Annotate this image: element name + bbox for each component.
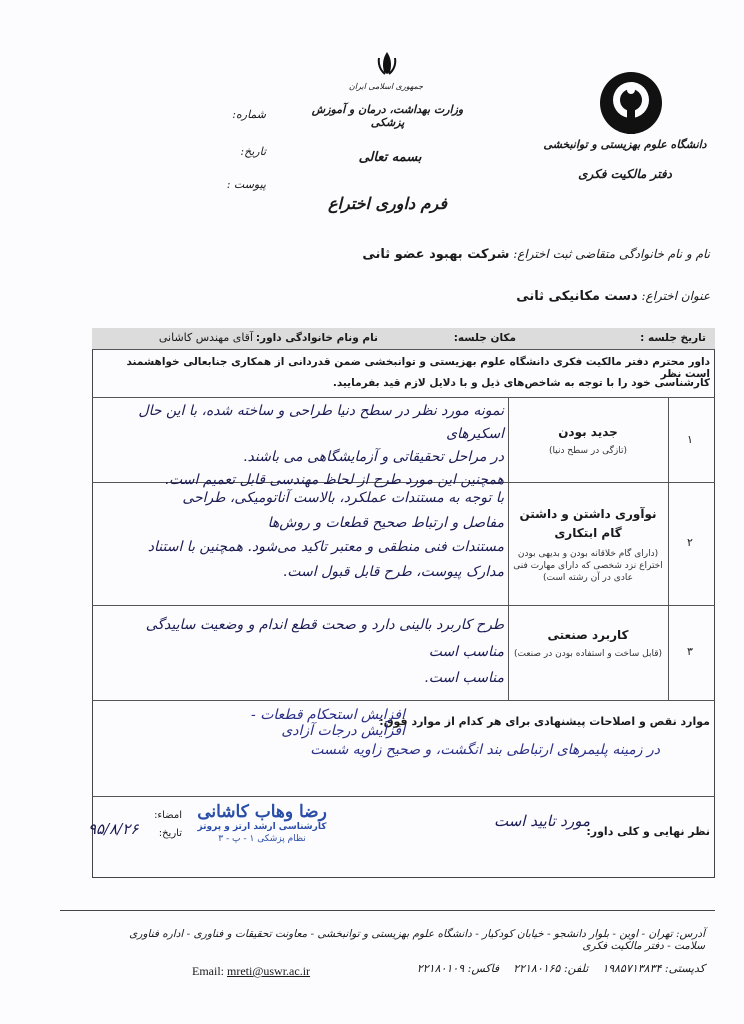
criterion-comment: [100, 612, 504, 692]
stamp-code-value: ۱ - پ - ۳: [218, 833, 255, 844]
intro-line-1: داور محترم دفتر مالکیت فکری دانشگاه علوم بهزیستی و توانبخشی ضمن قدردانی از همکاری جنابعالی خواهشمند است نظر: [126, 356, 710, 380]
signature-date-label: تاریخ:: [158, 828, 182, 839]
date-label: تاریخ:: [240, 145, 266, 158]
deficiency-label: موارد نقص و اصلاحات پیشنهادی برای هر کدام از موارد فوق:: [379, 715, 710, 728]
signature-block: [137, 807, 182, 843]
applicant-label: نام و نام خانوادگی متقاضی ثبت اختراع:: [513, 247, 710, 261]
divider: [92, 796, 715, 797]
criterion-desc: (تازگی در سطح دنیا): [548, 446, 628, 456]
footer-email: [192, 964, 310, 979]
criterion-desc: (قابل ساخت و استفاده بودن در صنعت): [513, 649, 663, 659]
divider: [92, 397, 715, 398]
handwritten-line: نمونه مورد نظر در سطح دنیا طراحی و ساخته شده، با این حال اسکیرهای: [138, 403, 504, 443]
invention-value: دست مکانیکی ثانی: [516, 289, 638, 304]
handwritten-line: طرح کاربرد بالینی دارد و صحت قطع اندام و وضعیت ساییدگی مناسب است: [145, 617, 504, 660]
attachment-label: پیوست :: [226, 178, 266, 191]
postal-label: کدپستی:: [664, 962, 705, 975]
handwritten-line: مناسب است.: [424, 670, 504, 687]
university-name: دانشگاه علوم بهزیستی و توانبخشی: [543, 138, 707, 151]
footer-divider: [60, 910, 715, 911]
postal-code: ۱۹۸۵۷۱۳۸۳۴: [602, 962, 662, 975]
criterion-comment: [100, 486, 504, 584]
handwritten-line: مدارک پیوست، طرح قابل قبول است.: [282, 563, 504, 580]
university-logo-icon: [598, 70, 664, 136]
referee-stamp: [192, 802, 332, 845]
applicant-value: شرکت بهبود عضو ثانی: [362, 247, 510, 262]
phone-label: تلفن:: [563, 962, 589, 975]
final-opinion-comment: مورد تایید است: [493, 812, 590, 830]
fax-label: فاکس:: [467, 962, 500, 975]
referee-name-value: آقای مهندس کاشانی: [158, 331, 253, 344]
intro-line-2: کارشناسی خود را با توجه به شاخص‌های ذیل و با دلایل لازم قید بفرمایید.: [332, 377, 710, 389]
divider: [92, 605, 715, 606]
number-label: شماره:: [232, 108, 266, 121]
criterion-title: کاربرد صنعتی: [547, 628, 629, 642]
stamp-code: [192, 834, 332, 846]
invention-label: عنوان اختراع:: [641, 289, 710, 303]
row-number: ۱: [687, 433, 693, 446]
applicant-line: [360, 247, 710, 262]
phone-number: ۲۲۱۸۰۱۶۵: [513, 962, 561, 975]
stamp-title: کارشناسی ارشد ارتز و پروتز: [197, 822, 327, 832]
deficiency-comment-2: در زمینه پلیمرهای ارتباطی بند انگشت، و صحیح زاویه شست: [310, 742, 660, 758]
email-label: Email:: [192, 964, 224, 978]
signature-label: امضاء:: [154, 810, 182, 821]
fax-number: ۲۲۱۸۰۱۰۹: [416, 962, 465, 975]
invention-line: [440, 289, 710, 304]
row-number: ۳: [687, 645, 693, 658]
criterion-comment: [100, 400, 504, 492]
republic-title: جمهوری اسلامی ایران: [348, 82, 424, 91]
row-number: ۲: [687, 536, 693, 549]
email-link[interactable]: mreti@uswr.ac.ir: [227, 964, 311, 978]
iran-emblem-icon: [376, 50, 398, 76]
ministry-title: وزارت بهداشت، درمان و آموزش پزشکی: [311, 103, 464, 129]
handwritten-line: همچنین این مورد طرح از لحاظ مهندسی قابل تعمیم است.: [164, 472, 504, 489]
handwritten-line: در مراحل تحقیقاتی و آزمایشگاهی می باشند.: [243, 449, 504, 466]
divider: [508, 397, 509, 700]
bismillah: بسمه تعالی: [358, 150, 422, 165]
final-opinion-label: نظر نهایی و کلی داور:: [586, 825, 710, 838]
session-date-label: تاریخ جلسه :: [640, 332, 706, 344]
deficiency-comment-1: افزایش استحکام قطعات - افزایش درجات آزادی: [251, 707, 405, 739]
handwritten-line: با توجه به مستندات عملکرد، بالاست آناتومیکی، طراحی: [182, 490, 504, 506]
referee-name-label: نام ونام خانوادگی داور:: [255, 332, 378, 344]
criterion-title: نوآوری داشتن و داشتن گام ابتکاری: [519, 507, 657, 540]
stamp-name: رضا وهاب کاشانی: [197, 802, 327, 822]
criterion-title: جدید بودن: [558, 425, 618, 439]
form-title: فرم داوری اختراع: [327, 194, 448, 213]
stamp-code-label: نظام پزشکی: [257, 833, 306, 844]
divider: [668, 397, 669, 700]
handwritten-line: مفاصل و ارتباط صحیح قطعات و روش‌ها: [267, 514, 504, 531]
footer-address: آدرس: تهران - اوین - بلوار دانشجو - خیابان کودکیار - دانشگاه علوم بهزیستی و توانبخشی - معاونت تحقیقات و فناوری - اداره فناوری سلامت - دفتر مالکیت فکری: [129, 928, 705, 952]
divider: [92, 700, 715, 701]
criterion-desc: (دارای گام خلاقانه بودن و بدیهی بودن اختراع نزد شخصی که دارای مهارت فنی عادی در آن رشته است): [513, 549, 663, 584]
session-place-label: مکان جلسه:: [453, 332, 516, 344]
handwritten-line: مستندات فنی منطقی و معتبر تاکید می‌شود. همچنین با استناد: [147, 539, 504, 555]
signature-date: ۹۵/۸/۲۶: [88, 820, 139, 838]
office-name: دفتر مالکیت فکری: [578, 167, 672, 181]
